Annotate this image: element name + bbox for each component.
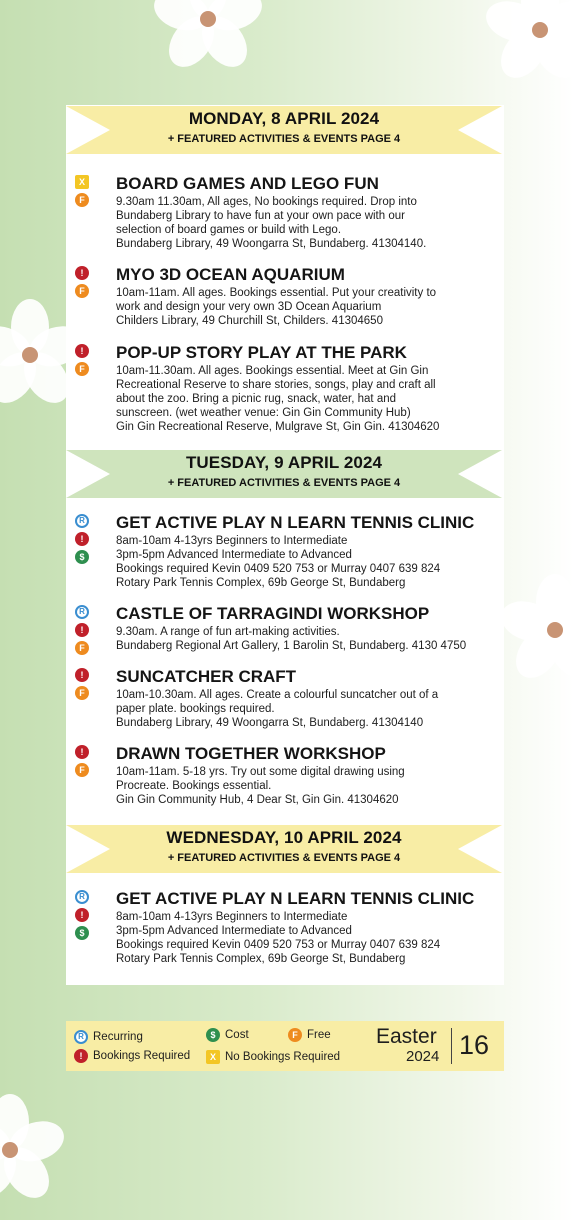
legend-label: Bookings Required [93,1050,191,1063]
legend-label: Free [307,1029,331,1042]
free-icon: F [75,193,89,207]
recurring-icon: R [74,1030,88,1044]
free-icon: F [75,284,89,298]
bookings-required-icon: ! [75,344,89,358]
bookings-required-icon: ! [74,1049,88,1063]
event-title: DRAWN TOGETHER WORKSHOP [116,744,386,763]
bookings-required-icon: ! [75,668,89,682]
free-icon: F [288,1028,302,1042]
free-icon: F [75,686,89,700]
free-icon: F [75,763,89,777]
day-heading: TUESDAY, 9 APRIL 2024 [185,453,383,472]
event-line: Bookings required Kevin 0409 520 753 or Murray 0407 639 824 [116,939,441,951]
free-icon: F [75,641,89,655]
event-line: 9.30am 11.30am, All ages, No bookings required. Drop into [116,196,417,208]
legend-bar [66,1021,504,1071]
event-title: GET ACTIVE PLAY N LEARN TENNIS CLINIC [116,513,475,532]
cost-icon: $ [75,550,89,564]
day-banner-tuesday [66,450,502,498]
event-line: 8am-10am 4-13yrs Beginners to Intermediate [116,911,348,923]
legend-cost [206,1028,249,1042]
event-title: SUNCATCHER CRAFT [116,667,297,686]
featured-note: + FEATURED ACTIVITIES & EVENTS PAGE 4 [167,852,401,864]
cost-icon: $ [206,1028,220,1042]
event-line: 10am-11am. All ages. Bookings essential. Put your creativity to [116,287,437,299]
recurring-icon: R [75,514,89,528]
event-line: Rotary Park Tennis Complex, 69b George St, Bundaberg [116,953,406,965]
bookings-required-icon: ! [75,623,89,637]
legend-bookings [74,1049,190,1063]
divider [451,1028,452,1064]
legend-recurring [74,1030,143,1044]
event-line: Rotary Park Tennis Complex, 69b George St, Bundaberg [116,577,406,589]
event-title: CASTLE OF TARRAGINDI WORKSHOP [116,604,430,623]
decorative-flower [470,0,574,100]
legend-label: No Bookings Required [225,1051,341,1064]
event-line: selection of board games or build with Lego. [116,224,342,236]
event-line: about the zoo. Bring a picnic rug, snack, water, hat and [116,393,397,405]
day-heading: WEDNESDAY, 10 APRIL 2024 [166,828,402,847]
event-line: 10am-10.30am. All ages. Create a colourful suncatcher out of a [116,689,439,701]
event-line: Bookings required Kevin 0409 520 753 or Murray 0407 639 824 [116,563,441,575]
no-bookings-icon: X [75,175,89,189]
easter-year: 2024 [406,1048,440,1065]
event-title: BOARD GAMES AND LEGO FUN [116,174,379,193]
featured-note: + FEATURED ACTIVITIES & EVENTS PAGE 4 [167,133,401,145]
bookings-required-icon: ! [75,266,89,280]
legend-label: Recurring [93,1031,143,1044]
page-number: 16 [459,1030,490,1060]
legend-free [288,1028,331,1042]
event-line: sunscreen. (wet weather venue: Gin Gin Community Hub) [116,407,411,419]
day-banner-monday [66,106,502,154]
event-line: Recreational Reserve to share stories, songs, play and craft all [116,379,436,391]
event-title: MYO 3D OCEAN AQUARIUM [116,265,345,284]
bookings-required-icon: ! [75,908,89,922]
cost-icon: $ [75,926,89,940]
event-line: Gin Gin Community Hub, 4 Dear St, Gin Gin. 41304620 [116,794,399,806]
event-line: 3pm-5pm Advanced Intermediate to Advanced [116,549,352,561]
event-line: Bundaberg Library to have fun at your own pace with our [116,210,405,222]
event-line: paper plate. bookings required. [116,703,275,715]
no-bookings-icon: X [206,1050,220,1064]
event-line: Bundaberg Library, 49 Woongarra St, Bundaberg. 41304140. [116,238,427,250]
event-line: Childers Library, 49 Churchill St, Childers. 41304650 [116,315,383,327]
recurring-icon: R [75,605,89,619]
event-line: 3pm-5pm Advanced Intermediate to Advanced [116,925,352,937]
day-banner-wednesday [66,825,502,873]
event-line: 8am-10am 4-13yrs Beginners to Intermediate [116,535,348,547]
easter-brand: Easter [376,1025,437,1048]
event-line: work and design your very own 3D Ocean Aquarium [116,301,382,313]
free-icon: F [75,362,89,376]
event-title: POP-UP STORY PLAY AT THE PARK [116,343,407,362]
event-line: 10am-11am. 5-18 yrs. Try out some digital drawing using [116,766,405,778]
event-line: 10am-11.30am. All ages. Bookings essential. Meet at Gin Gin [116,365,429,377]
event-line: Bundaberg Library, 49 Woongarra St, Bundaberg. 41304140 [116,717,424,729]
decorative-flower [138,0,278,89]
event-line: Procreate. Bookings essential. [116,780,272,792]
featured-note: + FEATURED ACTIVITIES & EVENTS PAGE 4 [167,477,401,489]
event-line: Gin Gin Recreational Reserve, Mulgrave St, Gin Gin. 41304620 [116,421,440,433]
legend-label: Cost [225,1029,249,1042]
bookings-required-icon: ! [75,745,89,759]
event-title: GET ACTIVE PLAY N LEARN TENNIS CLINIC [116,889,475,908]
bookings-required-icon: ! [75,532,89,546]
day-heading: MONDAY, 8 APRIL 2024 [188,109,380,128]
legend-no-bookings [206,1050,340,1064]
decorative-flower [0,1080,80,1220]
event-line: 9.30am. A range of fun art-making activities. [116,626,340,638]
event-line: Bundaberg Regional Art Gallery, 1 Barolin St, Bundaberg. 4130 4750 [116,640,467,652]
recurring-icon: R [75,890,89,904]
